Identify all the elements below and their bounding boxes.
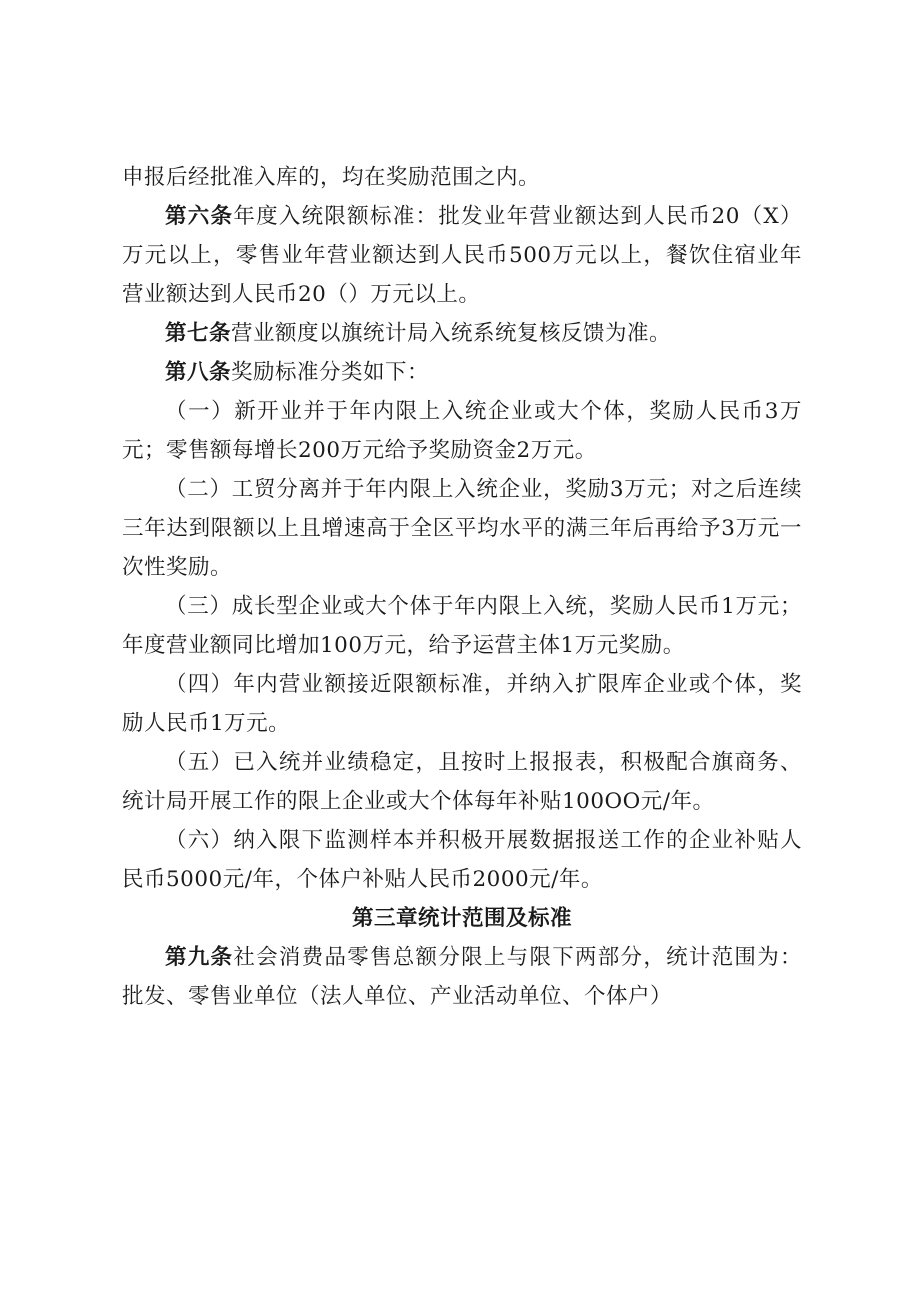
article-label: 第七条 [165, 321, 232, 346]
article-9 [122, 938, 802, 1016]
article-label: 第八条 [165, 360, 232, 385]
article-text: 营业额度以旗统计局入统系统复核反馈为准。 [231, 321, 672, 346]
reward-item-text: （四）年内营业额接近限额标准，并纳入扩限库企业或个体，奖励人民币1万元。 [122, 672, 802, 736]
article-8 [122, 353, 802, 392]
reward-item-6 [122, 821, 802, 899]
chapter-heading: 第三章统计范围及标准 [351, 906, 572, 931]
reward-item-1 [122, 392, 802, 470]
reward-item-5 [122, 743, 802, 821]
reward-item-3 [122, 587, 802, 665]
article-text: 年度入统限额标准：批发业年营业额达到人民币20（X）万元以上，零售业年营业额达到人民币500万元以上，餐饮住宿业年营业额达到人民币20（）万元以上。 [122, 204, 802, 307]
paragraph-continuation [122, 158, 802, 197]
paragraph-text: 申报后经批准入库的，均在奖励范围之内。 [122, 165, 541, 190]
reward-item-text: （二）工贸分离并于年内限上入统企业，奖励3万元；对之后连续三年达到限额以上且增速高于全区平均水平的满三年后再给予3万元一次性奖励。 [122, 477, 802, 580]
document-body [122, 158, 802, 1016]
reward-item-2 [122, 470, 802, 587]
article-7 [122, 314, 802, 353]
article-text: 社会消费品零售总额分限上与限下两部分，统计范围为：批发、零售业单位（法人单位、产业活动单位、个体户） [122, 945, 802, 1009]
reward-item-text: （一）新开业并于年内限上入统企业或大个体，奖励人民币3万元；零售额每增长200万元给予奖励资金2万元。 [122, 399, 802, 463]
reward-item-text: （五）已入统并业绩稳定，且按时上报报表，积极配合旗商务、统计局开展工作的限上企业或大个体每年补贴100OO元/年。 [122, 750, 802, 814]
article-6 [122, 197, 802, 314]
article-text: 奖励标准分类如下： [231, 360, 430, 385]
reward-item-4 [122, 665, 802, 743]
reward-item-text: （六）纳入限下监测样本并积极开展数据报送工作的企业补贴人民币5000元/年，个体户补贴人民币2000元/年。 [122, 828, 802, 892]
article-label: 第六条 [165, 204, 234, 229]
reward-item-text: （三）成长型企业或大个体于年内限上入统，奖励人民币1万元；年度营业额同比增加100万元，给予运营主体1万元奖励。 [122, 594, 802, 658]
article-label: 第九条 [165, 945, 234, 970]
